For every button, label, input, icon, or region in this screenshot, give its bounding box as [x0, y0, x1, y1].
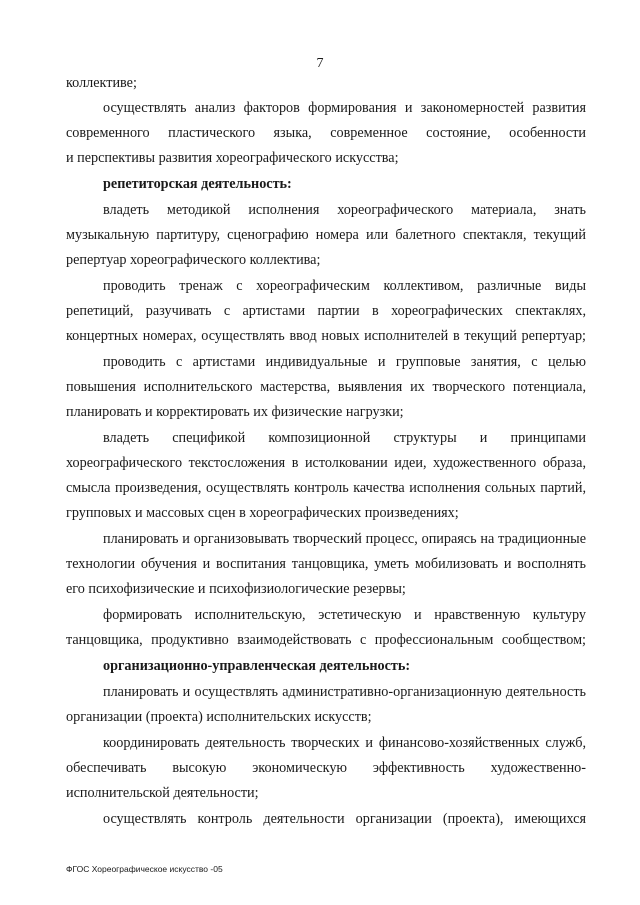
- section-heading: репетиторская деятельность:: [103, 176, 292, 192]
- text-line: его психофизические и психофизиологические резервы;: [66, 581, 406, 597]
- page-footer: ФГОС Хореографическое искусство -05: [66, 864, 223, 874]
- text-line: групповых и массовых сцен в хореографических произведениях;: [66, 505, 459, 521]
- text-line: организации (проекта) исполнительских искусств;: [66, 709, 372, 725]
- text-line: и перспективы развития хореографического искусства;: [66, 150, 399, 166]
- text-line: планировать и осуществлять административно-организационную деятельность: [103, 684, 586, 700]
- text-line: формировать исполнительскую, эстетическую и нравственную культуру: [103, 607, 586, 623]
- text-line: осуществлять анализ факторов формирования и закономерностей развития: [103, 100, 586, 116]
- page-number: 7: [316, 56, 324, 71]
- text-line: смысла произведения, осуществлять контроль качества исполнения сольных партий,: [66, 480, 586, 496]
- text-line: репертуар хореографического коллектива;: [66, 252, 321, 268]
- section-heading: организационно-управленческая деятельность:: [103, 658, 411, 674]
- text-line: владеть спецификой композиционной структуры и принципами: [103, 430, 586, 446]
- text-line: планировать и организовывать творческий процесс, опираясь на традиционные: [103, 531, 586, 547]
- text-line: хореографического текстосложения в истолковании идеи, художественного образа,: [66, 455, 586, 471]
- text-line: технологии обучения и воспитания танцовщика, уметь мобилизовать и восполнять: [66, 556, 586, 572]
- text-line: координировать деятельность творческих и финансово-хозяйственных служб,: [103, 735, 586, 751]
- text-line: репетиций, разучивать с артистами партии в хореографических спектаклях,: [66, 303, 586, 319]
- text-line: проводить тренаж с хореографическим коллективом, различные виды: [103, 278, 586, 294]
- text-line: осуществлять контроль деятельности организации (проекта), имеющихся: [103, 811, 586, 827]
- text-line: планировать и корректировать их физические нагрузки;: [66, 404, 404, 420]
- text-line: коллективе;: [66, 75, 137, 91]
- text-line: современного пластического языка, современное состояние, особенности: [66, 125, 586, 141]
- text-line: повышения исполнительского мастерства, выявления их творческого потенциала,: [66, 379, 586, 395]
- text-line: музыкальную партитуру, сценографию номера или балетного спектакля, текущий: [66, 227, 586, 243]
- text-line: исполнительской деятельности;: [66, 785, 259, 801]
- text-line: обеспечивать высокую экономическую эффективность художественно-: [66, 760, 586, 776]
- text-line: проводить с артистами индивидуальные и групповые занятия, с целью: [103, 354, 586, 370]
- text-line: концертных номерах, осуществлять ввод новых исполнителей в текущий репертуар;: [66, 328, 586, 344]
- text-line: танцовщика, продуктивно взаимодействовать с профессиональным сообществом;: [66, 632, 586, 648]
- text-line: владеть методикой исполнения хореографического материала, знать: [103, 202, 586, 218]
